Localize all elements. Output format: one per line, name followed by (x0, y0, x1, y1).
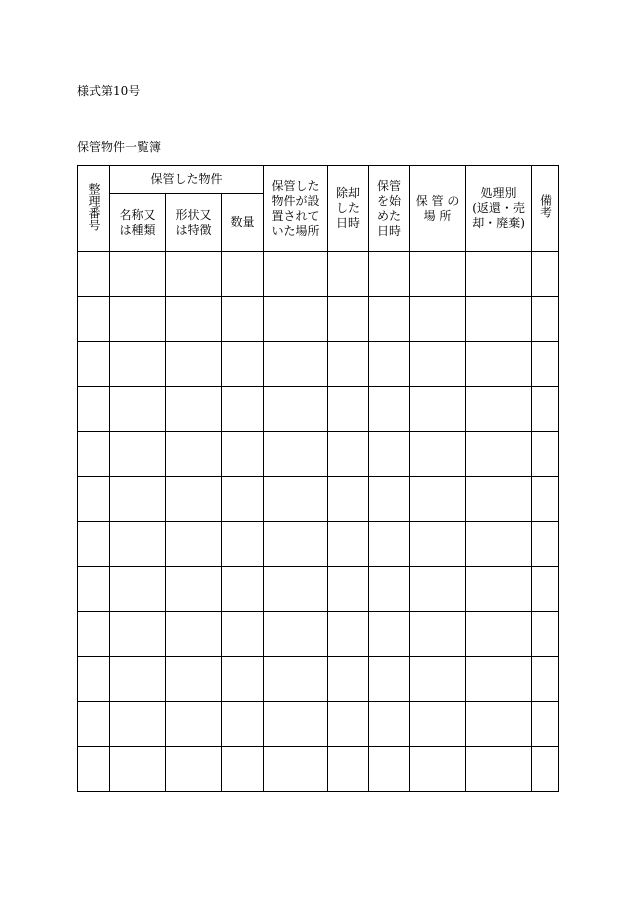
cell-shape-or-feature[interactable] (166, 342, 222, 387)
cell-disposal-type[interactable] (466, 612, 532, 657)
cell-removal-datetime[interactable] (328, 432, 369, 477)
cell-remarks[interactable] (532, 432, 559, 477)
header-storage-start-datetime-label: 保管 を始 めた 日時 (377, 178, 402, 238)
cell-name-or-type[interactable] (110, 612, 166, 657)
cell-installed-place[interactable] (264, 702, 328, 747)
cell-remarks[interactable] (532, 477, 559, 522)
cell-storage-start-datetime[interactable] (369, 297, 410, 342)
cell-quantity[interactable] (222, 567, 264, 612)
cell-serial-number[interactable] (78, 477, 110, 522)
cell-quantity[interactable] (222, 297, 264, 342)
cell-quantity[interactable] (222, 612, 264, 657)
cell-storage-start-datetime[interactable] (369, 387, 410, 432)
header-disposal-type (466, 166, 532, 252)
cell-quantity[interactable] (222, 432, 264, 477)
header-quantity (222, 194, 264, 252)
cell-shape-or-feature[interactable] (166, 477, 222, 522)
cell-installed-place[interactable] (264, 387, 328, 432)
cell-disposal-type[interactable] (466, 702, 532, 747)
cell-shape-or-feature[interactable] (166, 387, 222, 432)
cell-remarks[interactable] (532, 747, 559, 792)
cell-name-or-type[interactable] (110, 702, 166, 747)
cell-disposal-type[interactable] (466, 297, 532, 342)
cell-removal-datetime[interactable] (328, 702, 369, 747)
cell-removal-datetime[interactable] (328, 252, 369, 297)
table-body (78, 252, 559, 792)
header-stored-item-group-label: 保管した物件 (150, 172, 223, 186)
table-row (78, 702, 559, 747)
table-row (78, 252, 559, 297)
cell-disposal-type[interactable] (466, 432, 532, 477)
cell-serial-number[interactable] (78, 657, 110, 702)
cell-name-or-type[interactable] (110, 297, 166, 342)
cell-remarks[interactable] (532, 612, 559, 657)
cell-storage-start-datetime[interactable] (369, 342, 410, 387)
cell-serial-number[interactable] (78, 702, 110, 747)
cell-name-or-type[interactable] (110, 387, 166, 432)
cell-shape-or-feature[interactable] (166, 522, 222, 567)
cell-installed-place[interactable] (264, 522, 328, 567)
header-remarks-label: 備考 (538, 194, 553, 218)
cell-remarks[interactable] (532, 297, 559, 342)
table-header (78, 166, 559, 252)
cell-storage-place[interactable] (410, 612, 466, 657)
cell-remarks[interactable] (532, 522, 559, 567)
cell-serial-number[interactable] (78, 432, 110, 477)
header-removal-datetime (328, 166, 369, 252)
cell-storage-place[interactable] (410, 567, 466, 612)
cell-storage-start-datetime[interactable] (369, 252, 410, 297)
cell-storage-place[interactable] (410, 432, 466, 477)
cell-quantity[interactable] (222, 657, 264, 702)
cell-disposal-type[interactable] (466, 657, 532, 702)
cell-quantity[interactable] (222, 522, 264, 567)
cell-shape-or-feature[interactable] (166, 432, 222, 477)
header-serial-number (78, 166, 110, 252)
cell-serial-number[interactable] (78, 747, 110, 792)
cell-serial-number[interactable] (78, 387, 110, 432)
header-storage-place (410, 166, 466, 252)
cell-storage-start-datetime[interactable] (369, 702, 410, 747)
cell-installed-place[interactable] (264, 612, 328, 657)
cell-name-or-type[interactable] (110, 477, 166, 522)
cell-remarks[interactable] (532, 342, 559, 387)
header-installed-place (264, 166, 328, 252)
cell-remarks[interactable] (532, 567, 559, 612)
header-stored-item-group (110, 166, 264, 194)
cell-name-or-type[interactable] (110, 657, 166, 702)
cell-removal-datetime[interactable] (328, 567, 369, 612)
table-row (78, 612, 559, 657)
cell-quantity[interactable] (222, 747, 264, 792)
cell-storage-start-datetime[interactable] (369, 657, 410, 702)
header-name-or-type-label: 名称又 は種類 (119, 207, 156, 237)
cell-disposal-type[interactable] (466, 567, 532, 612)
cell-storage-place[interactable] (410, 342, 466, 387)
cell-disposal-type[interactable] (466, 387, 532, 432)
cell-storage-start-datetime[interactable] (369, 522, 410, 567)
header-name-or-type (110, 194, 166, 252)
cell-disposal-type[interactable] (466, 252, 532, 297)
table-row (78, 657, 559, 702)
cell-disposal-type[interactable] (466, 477, 532, 522)
form-number: 様式第10号 (77, 84, 141, 98)
cell-storage-place[interactable] (410, 747, 466, 792)
cell-removal-datetime[interactable] (328, 297, 369, 342)
cell-disposal-type[interactable] (466, 522, 532, 567)
cell-installed-place[interactable] (264, 567, 328, 612)
cell-name-or-type[interactable] (110, 522, 166, 567)
cell-removal-datetime[interactable] (328, 612, 369, 657)
header-storage-place-label: 保 管 の 場 所 (415, 193, 460, 223)
header-serial-number-label: 整理番号 (87, 182, 101, 231)
cell-shape-or-feature[interactable] (166, 747, 222, 792)
header-shape-or-feature (166, 194, 222, 252)
register-title: 保管物件一覧簿 (77, 140, 162, 154)
table-row (78, 342, 559, 387)
table-row (78, 387, 559, 432)
cell-removal-datetime[interactable] (328, 342, 369, 387)
cell-storage-start-datetime[interactable] (369, 612, 410, 657)
table-row (78, 477, 559, 522)
cell-storage-place[interactable] (410, 702, 466, 747)
cell-remarks[interactable] (532, 387, 559, 432)
cell-serial-number[interactable] (78, 252, 110, 297)
cell-storage-place[interactable] (410, 657, 466, 702)
cell-storage-start-datetime[interactable] (369, 567, 410, 612)
cell-name-or-type[interactable] (110, 342, 166, 387)
header-quantity-label: 数量 (230, 215, 255, 229)
cell-removal-datetime[interactable] (328, 477, 369, 522)
cell-removal-datetime[interactable] (328, 747, 369, 792)
stored-items-register-table (77, 165, 559, 792)
cell-installed-place[interactable] (264, 432, 328, 477)
cell-name-or-type[interactable] (110, 252, 166, 297)
cell-remarks[interactable] (532, 702, 559, 747)
cell-storage-place[interactable] (410, 297, 466, 342)
cell-name-or-type[interactable] (110, 432, 166, 477)
cell-shape-or-feature[interactable] (166, 657, 222, 702)
cell-remarks[interactable] (532, 657, 559, 702)
cell-shape-or-feature[interactable] (166, 612, 222, 657)
cell-installed-place[interactable] (264, 252, 328, 297)
cell-serial-number[interactable] (78, 342, 110, 387)
cell-shape-or-feature[interactable] (166, 297, 222, 342)
cell-serial-number[interactable] (78, 612, 110, 657)
cell-quantity[interactable] (222, 252, 264, 297)
cell-disposal-type[interactable] (466, 747, 532, 792)
cell-removal-datetime[interactable] (328, 657, 369, 702)
cell-shape-or-feature[interactable] (166, 252, 222, 297)
table-row (78, 567, 559, 612)
cell-installed-place[interactable] (264, 477, 328, 522)
cell-serial-number[interactable] (78, 522, 110, 567)
table-row (78, 522, 559, 567)
cell-storage-start-datetime[interactable] (369, 477, 410, 522)
header-shape-or-feature-label: 形状又 は特徴 (175, 207, 212, 237)
table-row (78, 297, 559, 342)
header-removal-datetime-label: 除却 した 日時 (336, 186, 361, 230)
cell-storage-place[interactable] (410, 522, 466, 567)
cell-shape-or-feature[interactable] (166, 702, 222, 747)
cell-removal-datetime[interactable] (328, 387, 369, 432)
cell-storage-place[interactable] (410, 252, 466, 297)
header-row-1 (78, 166, 559, 194)
cell-name-or-type[interactable] (110, 747, 166, 792)
header-remarks (532, 166, 559, 252)
cell-storage-place[interactable] (410, 387, 466, 432)
cell-shape-or-feature[interactable] (166, 567, 222, 612)
table-row (78, 432, 559, 477)
table-row (78, 747, 559, 792)
cell-removal-datetime[interactable] (328, 522, 369, 567)
header-disposal-type-label: 処理別 (返還・売 却・廃棄) (472, 186, 525, 230)
header-storage-start-datetime (369, 166, 410, 252)
cell-quantity[interactable] (222, 477, 264, 522)
cell-installed-place[interactable] (264, 657, 328, 702)
cell-name-or-type[interactable] (110, 567, 166, 612)
cell-quantity[interactable] (222, 387, 264, 432)
cell-storage-place[interactable] (410, 477, 466, 522)
cell-serial-number[interactable] (78, 297, 110, 342)
cell-quantity[interactable] (222, 702, 264, 747)
cell-disposal-type[interactable] (466, 342, 532, 387)
cell-installed-place[interactable] (264, 342, 328, 387)
cell-installed-place[interactable] (264, 297, 328, 342)
cell-quantity[interactable] (222, 342, 264, 387)
header-installed-place-label: 保管した 物件が設 置されて いた場所 (271, 178, 320, 238)
cell-serial-number[interactable] (78, 567, 110, 612)
cell-storage-start-datetime[interactable] (369, 432, 410, 477)
cell-installed-place[interactable] (264, 747, 328, 792)
cell-remarks[interactable] (532, 252, 559, 297)
cell-storage-start-datetime[interactable] (369, 747, 410, 792)
